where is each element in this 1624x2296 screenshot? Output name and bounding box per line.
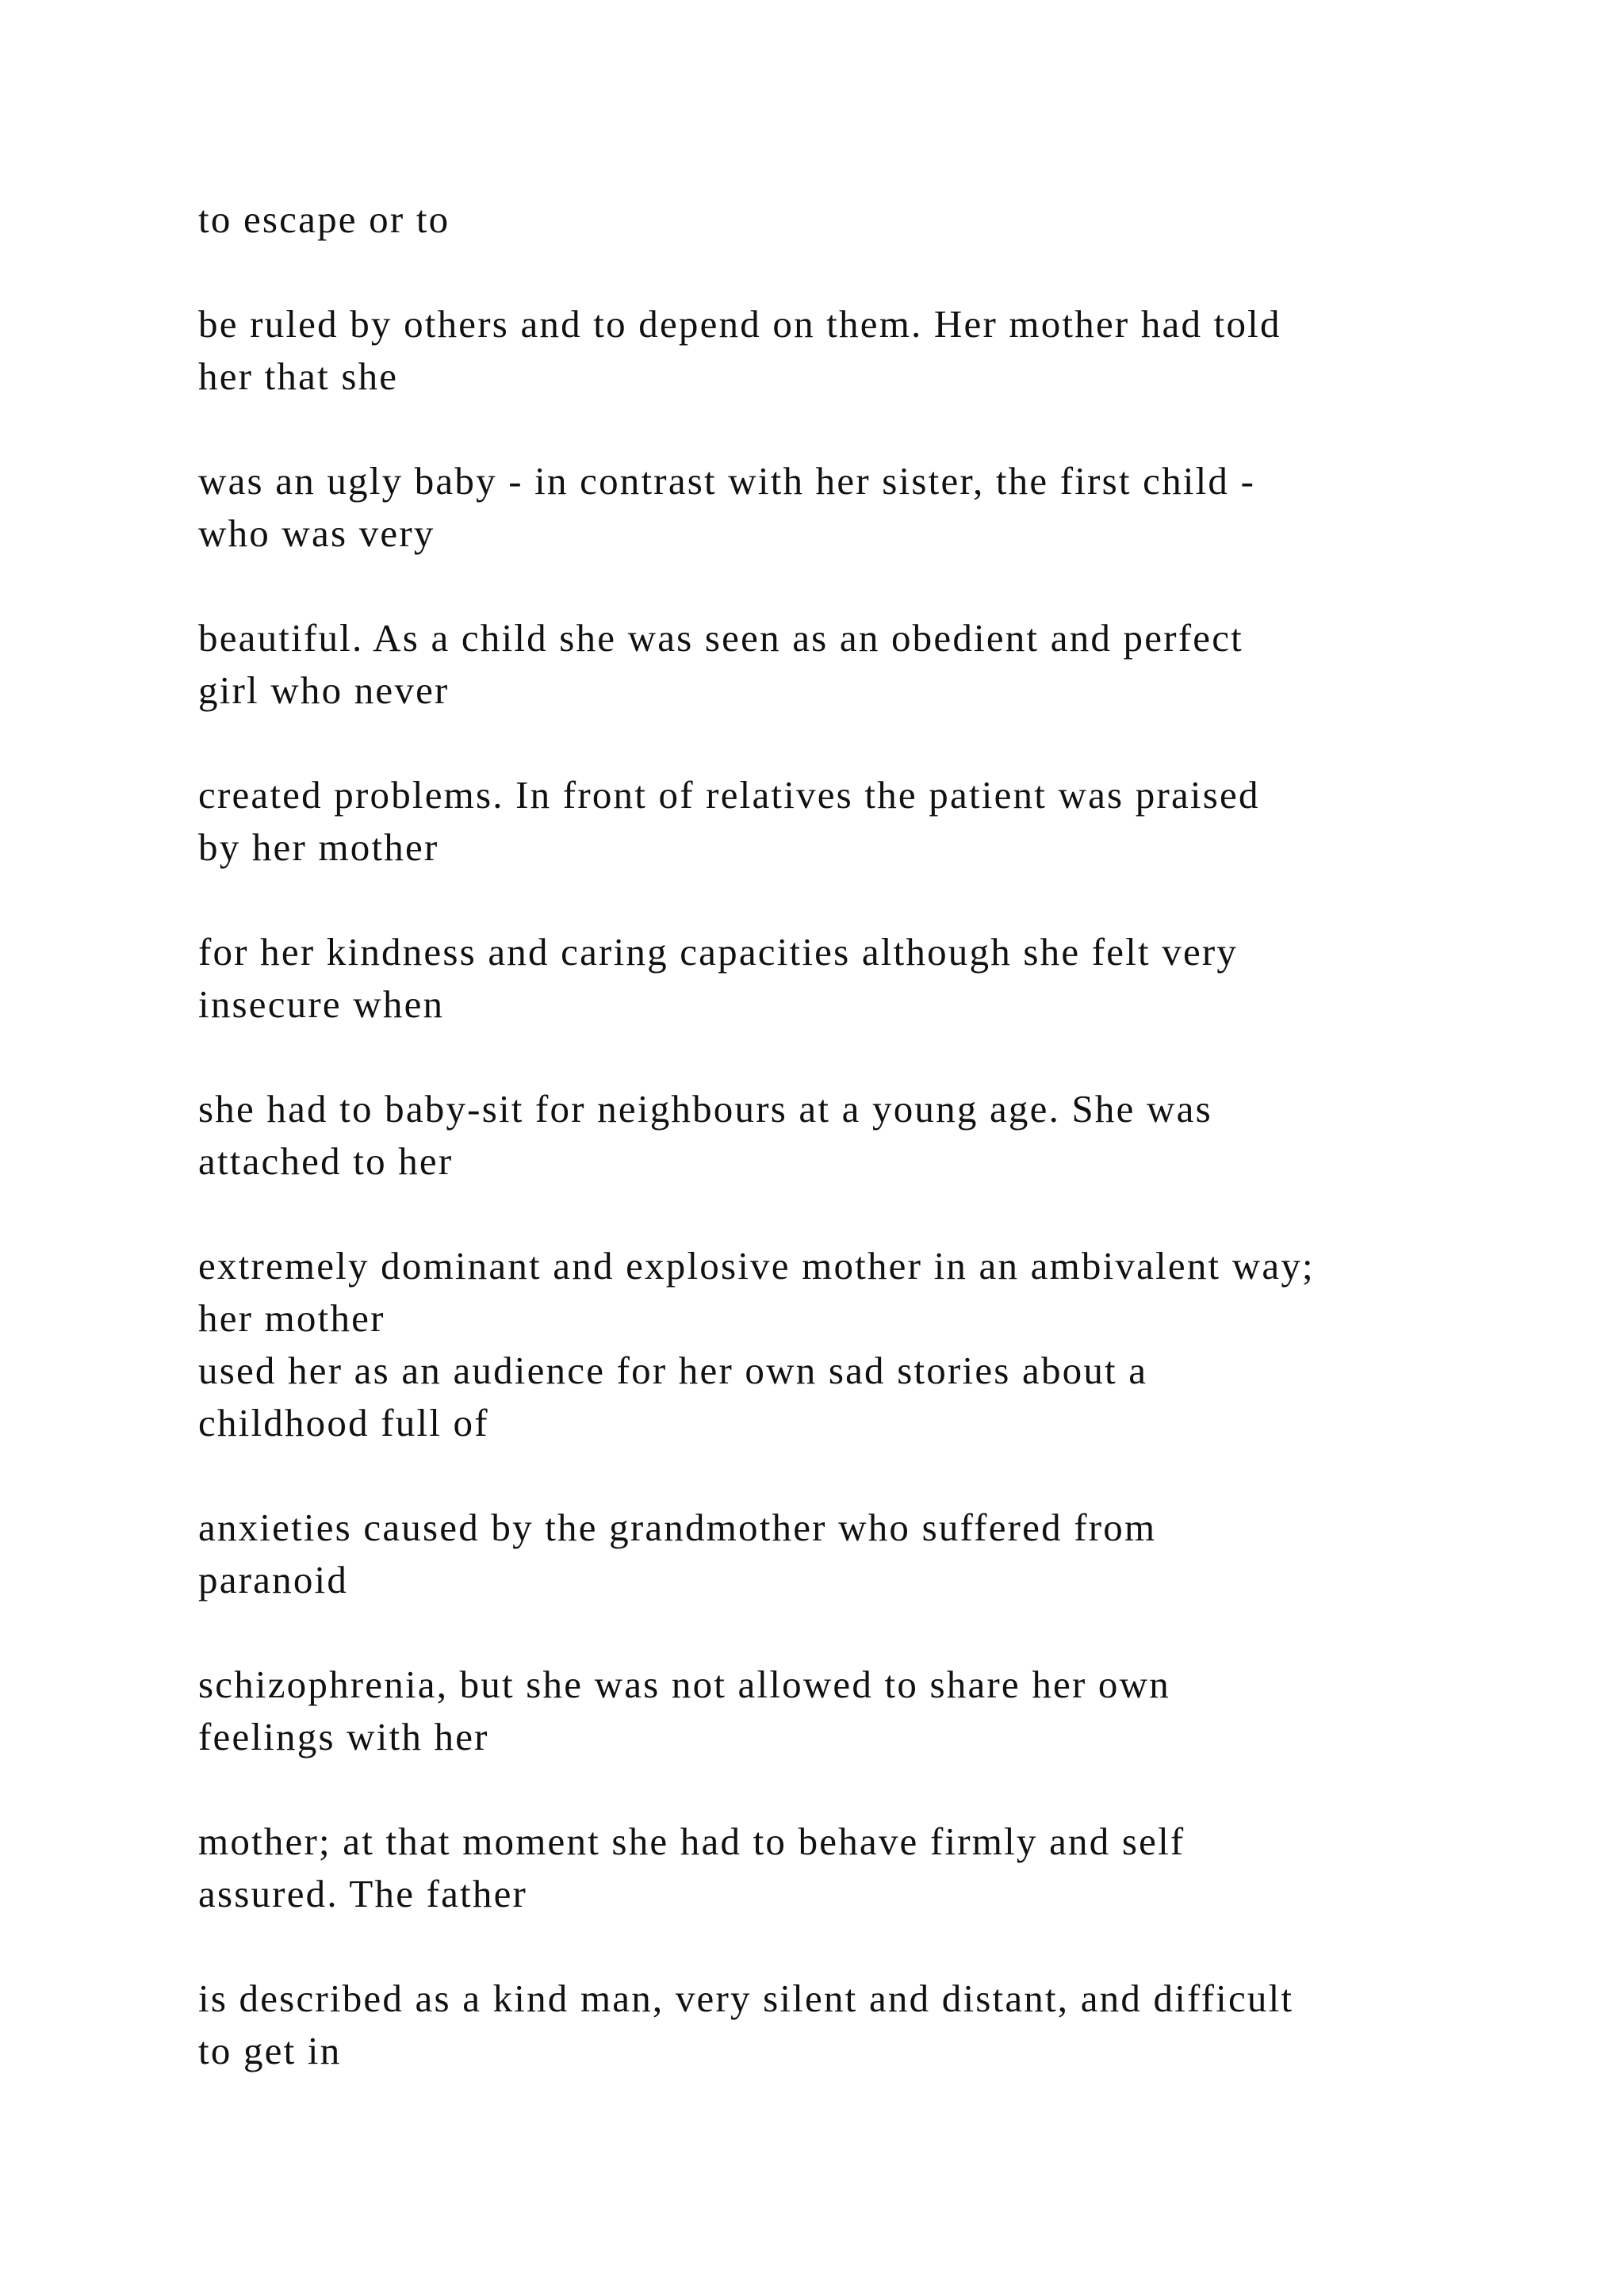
text-line: for her kindness and caring capacities although she felt very (198, 930, 1239, 974)
text-line: paranoid (198, 1558, 349, 1601)
text-line: to get in (198, 2029, 342, 2072)
text-line: extremely dominant and explosive mother in an ambivalent way; (198, 1244, 1315, 1288)
paragraph-gap (198, 560, 1515, 612)
text-line: was an ugly baby - in contrast with her sister, the first child - (198, 459, 1256, 503)
text-line: by her mother (198, 825, 439, 869)
paragraph-gap (198, 1188, 1515, 1240)
text-line: her that she (198, 354, 399, 398)
text-line: anxieties caused by the grandmother who suffered from (198, 1506, 1157, 1549)
text-line: is described as a kind man, very silent and distant, and difficult (198, 1976, 1294, 2020)
text-line: beautiful. As a child she was seen as an obedient and perfect (198, 616, 1243, 660)
text-line: she had to baby-sit for neighbours at a young age. She was (198, 1087, 1212, 1131)
paragraph-gap (198, 1031, 1515, 1083)
paragraph-gap (198, 1920, 1515, 1973)
text-line: attached to her (198, 1139, 454, 1183)
text-line: be ruled by others and to depend on them. Her mother had told (198, 302, 1281, 346)
paragraph-gap (198, 1606, 1515, 1659)
text-line: used her as an audience for her own sad stories about a (198, 1349, 1148, 1392)
paragraph-gap (198, 874, 1515, 926)
text-line: girl who never (198, 668, 450, 712)
text-line: childhood full of (198, 1401, 489, 1445)
body-text (198, 193, 1515, 2077)
text-line: to escape or to (198, 197, 450, 241)
text-line: created problems. In front of relatives the patient was praised (198, 773, 1260, 817)
text-line: schizophrenia, but she was not allowed to share her own (198, 1663, 1170, 1706)
text-line: assured. The father (198, 1872, 528, 1915)
text-line: mother; at that moment she had to behave firmly and self (198, 1820, 1185, 1863)
paragraph-gap (198, 246, 1515, 298)
paragraph-gap (198, 1763, 1515, 1816)
paragraph-gap (198, 717, 1515, 769)
paragraph-gap (198, 1449, 1515, 1502)
text-line: feelings with her (198, 1715, 489, 1758)
text-line: insecure when (198, 982, 445, 1026)
text-line: her mother (198, 1296, 385, 1340)
text-line: who was very (198, 511, 435, 555)
paragraph-gap (198, 403, 1515, 455)
